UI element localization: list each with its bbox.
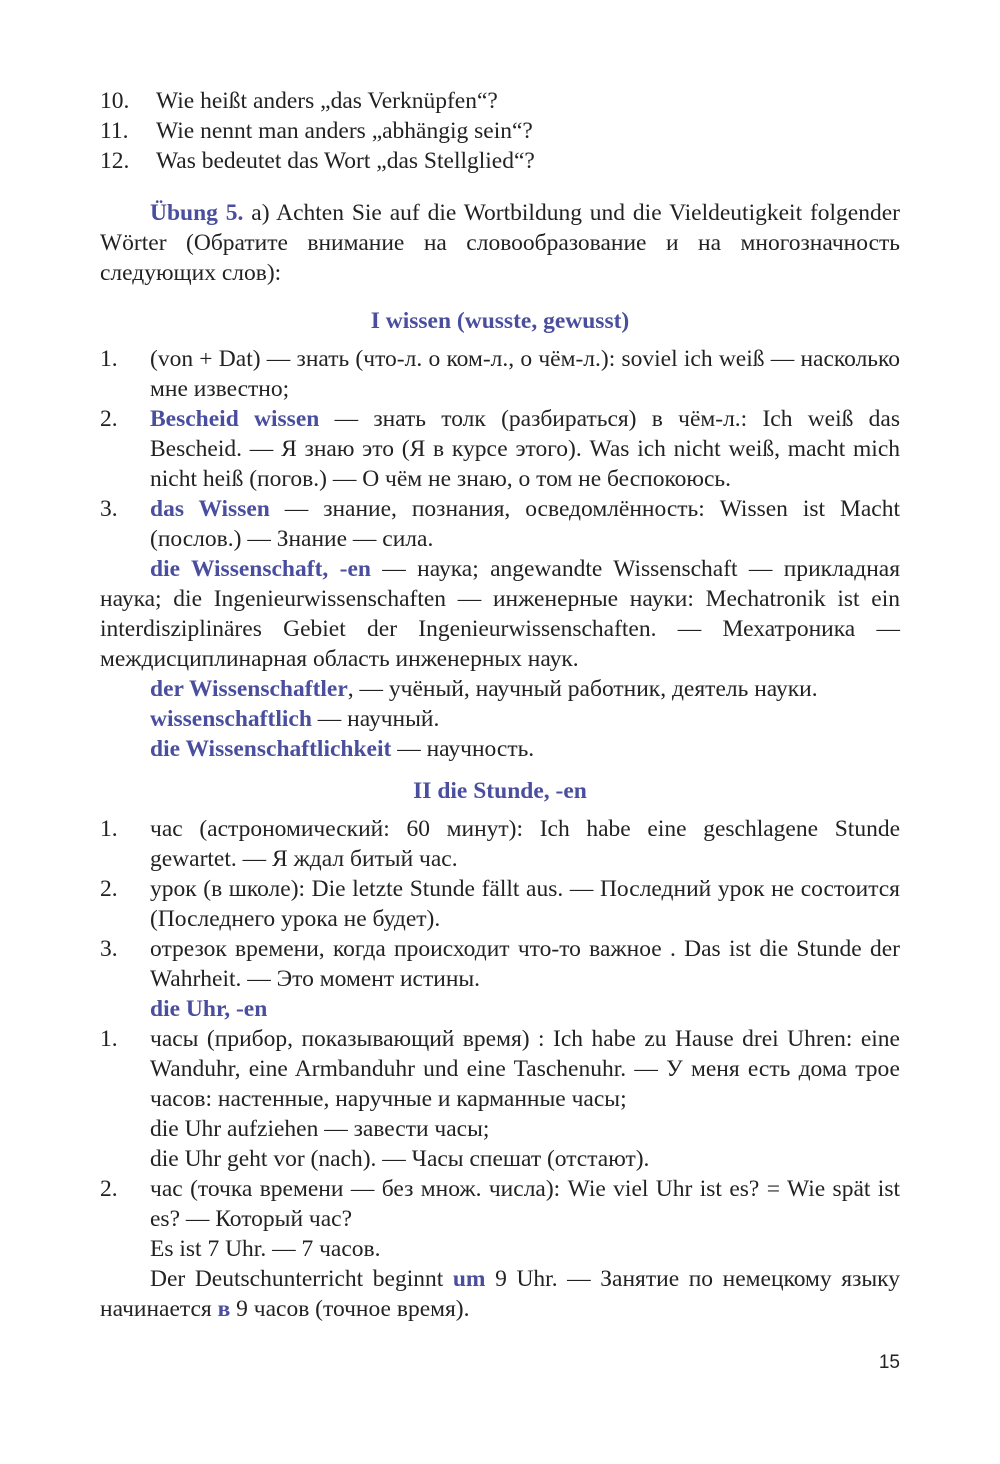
- exercise-instruction: [100, 198, 900, 288]
- derived-word-entry: [150, 734, 900, 764]
- definition-item: [100, 1024, 900, 1174]
- item-number: 3.: [100, 496, 118, 522]
- item-text: час (точка времени — без множ. числа): Wie viel Uhr ist es? = Wie spät ist es? — Который час?: [150, 1176, 900, 1232]
- definition-item: [100, 814, 900, 874]
- derived-text: — наука; angewandte Wissenschaft — прикладная наука; die Ingenieurwissenschaften — инженерные науки: Mechatronik ist ein interdisziplinäres Gebiet der Ingenieurwissenschaften. — Мехатроника — междисциплинарная область инженерных наук.: [100, 556, 901, 672]
- item-text: (von + Dat) — знать (что-л. о ком-л., о чём-л.): soviel ich weiß — насколько мне известно;: [150, 346, 900, 402]
- derived-word-entry: [150, 674, 900, 704]
- item-number: 1.: [100, 346, 118, 372]
- definition-item: [100, 344, 900, 404]
- uhr-term: die Uhr, -en: [150, 996, 268, 1022]
- page-number: 15: [878, 1352, 900, 1373]
- item-text-line: die Uhr geht vor (nach). — Часы спешат (отстают).: [150, 1146, 650, 1172]
- item-text: — знание, познания, осведомлённость: Wissen ist Macht (послов.) — Знание — сила.: [150, 496, 901, 552]
- item-number: 2.: [100, 876, 118, 902]
- item-number: 2.: [100, 1176, 118, 1202]
- item-text: урок (в школе): Die letzte Stunde fällt aus. — Последний урок не состоится (Последнего урока не будет).: [150, 876, 900, 932]
- question-number: 11.: [100, 118, 129, 144]
- item-text: отрезок времени, когда происходит что-то важное . Das ist die Stunde der Wahrheit. — Это момент истины.: [150, 936, 900, 992]
- question-12: [100, 146, 900, 176]
- definition-item: [100, 404, 900, 494]
- derived-text: , — учёный, научный работник, деятель науки.: [347, 676, 818, 702]
- derived-text: — научность.: [391, 736, 535, 762]
- question-number: 12.: [100, 148, 130, 174]
- item-number: 3.: [100, 936, 118, 962]
- item-text: часы (прибор, показывающий время) : Ich habe zu Hause drei Uhren: eine Wanduhr, eine Armbanduhr und eine Taschenuhr. — У меня есть дома трое часов: настенные, наручные и карманные часы;: [150, 1026, 900, 1112]
- derived-term: die Wissenschaft, -en: [150, 556, 371, 582]
- item-text-line: die Uhr aufziehen — завести часы;: [150, 1116, 490, 1142]
- definition-item: [100, 934, 900, 994]
- section-heading-wissen: I wissen (wusste, gewusst): [370, 308, 630, 334]
- exercise-text: a) Achten Sie auf die Wortbildung und die Vieldeutigkeit folgender Wörter (Обратите внимание на словообразование и на многозначность следующих слов):: [100, 200, 900, 286]
- section-heading-stunde: II die Stunde, -en: [413, 778, 587, 804]
- item-term: das Wissen: [150, 496, 270, 522]
- definition-item: [100, 494, 900, 554]
- question-text: Wie nennt man anders „abhängig sein“?: [156, 118, 533, 144]
- question-11: [100, 116, 900, 146]
- definition-item: [100, 1174, 900, 1264]
- exercise-label: Übung 5.: [150, 200, 244, 226]
- closing-paragraph: Der Deutschunterricht beginnt um 9 Uhr. — Занятие по немецкому языку начинается в 9 часов (точное время).: [100, 1266, 900, 1322]
- derived-word-entry: [150, 704, 900, 734]
- item-term: Bescheid wissen: [150, 406, 320, 432]
- item-number: 1.: [100, 1026, 118, 1052]
- question-text: Was bedeutet das Wort „das Stellglied“?: [156, 148, 535, 174]
- item-text-line: Es ist 7 Uhr. — 7 часов.: [150, 1236, 381, 1262]
- highlight-um: um: [452, 1266, 486, 1292]
- item-text: — знать толк (разбираться) в чём-л.: Ich weiß das Bescheid. — Я знаю это (Я в курсе этого). Was ich nicht weiß, macht mich nicht heiß (погов.) — О чём не знаю, о том не беспокоюсь.: [150, 406, 900, 492]
- derived-text: — научный.: [311, 706, 440, 732]
- highlight-v: в: [217, 1296, 231, 1322]
- question-number: 10.: [100, 88, 130, 114]
- derived-term: wissenschaftlich: [150, 706, 312, 732]
- derived-term: der Wissenschaftler: [150, 676, 348, 702]
- derived-word-entry: [100, 554, 900, 674]
- item-number: 1.: [100, 816, 118, 842]
- definition-item: [100, 874, 900, 934]
- item-number: 2.: [100, 406, 118, 432]
- item-text: час (астрономический: 60 минут): Ich habe eine geschlagene Stunde gewartet. — Я ждал битый час.: [150, 816, 900, 872]
- derived-term: die Wissenschaftlichkeit: [150, 736, 392, 762]
- question-10: [100, 86, 900, 116]
- question-text: Wie heißt anders „das Verknüpfen“?: [156, 88, 498, 114]
- page-body: [100, 86, 900, 1324]
